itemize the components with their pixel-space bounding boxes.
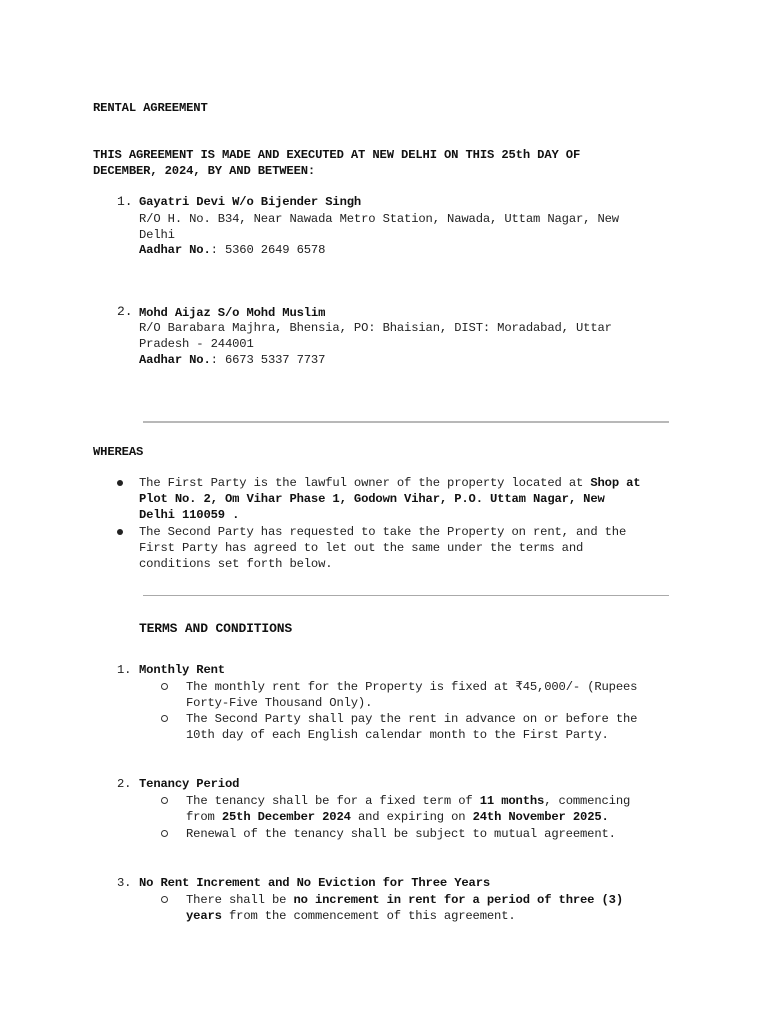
term-3-sub-1-line-1 bbox=[186, 892, 623, 908]
intro-line-1: THIS AGREEMENT IS MADE AND EXECUTED AT NEW DELHI ON THIS 25th DAY OF bbox=[93, 148, 581, 162]
years-bold: years bbox=[186, 909, 222, 923]
term-text: , commencing bbox=[544, 794, 631, 808]
intro-line-2: DECEMBER, 2024, BY AND BETWEEN: bbox=[93, 164, 316, 178]
whereas-bullet-2-line-1: The Second Party has requested to take the Property on rent, and the bbox=[139, 525, 627, 539]
aadhar-label: Aadhar No. bbox=[139, 353, 211, 367]
term-1-sub-1-line-2: Forty-Five Thousand Only). bbox=[186, 696, 373, 710]
term-title: No Rent Increment and No Eviction for Three Years bbox=[139, 876, 491, 890]
circle-bullet-icon bbox=[161, 683, 168, 690]
party-aadhar bbox=[139, 242, 325, 258]
party-aadhar bbox=[139, 352, 325, 368]
bullet-icon bbox=[117, 480, 123, 486]
party-number: 1. bbox=[117, 194, 133, 209]
bullet-icon bbox=[117, 529, 123, 535]
start-date-bold: 25th December 2024 bbox=[221, 810, 351, 824]
term-title: Tenancy Period bbox=[139, 777, 240, 791]
whereas-bullet-2-line-3: conditions set forth below. bbox=[139, 557, 333, 571]
whereas-bullet-2-line-2: First Party has agreed to let out the same under the terms and bbox=[139, 541, 584, 555]
term-text: The tenancy shall be for a fixed term of bbox=[186, 794, 480, 808]
property-location-bold: Shop at bbox=[590, 476, 641, 490]
party-name: Mohd Aijaz S/o Mohd Muslim bbox=[139, 306, 326, 320]
party-number: 2. bbox=[117, 304, 133, 319]
term-title: Monthly Rent bbox=[139, 663, 225, 677]
term-1-sub-1-line-1: The monthly rent for the Property is fixed at ₹45,000/- (Rupees bbox=[186, 680, 638, 694]
aadhar-label: Aadhar No. bbox=[139, 243, 211, 257]
whereas-text: The First Party is the lawful owner of the property located at bbox=[139, 476, 591, 490]
party-address-line-1: R/O Barabara Majhra, Bhensia, PO: Bhaisian, DIST: Moradabad, Uttar bbox=[139, 321, 612, 335]
term-1-sub-2-line-1: The Second Party shall pay the rent in advance on or before the bbox=[186, 712, 638, 726]
no-increment-bold: no increment in rent for a period of three (3) bbox=[293, 893, 623, 907]
end-date-bold: 24th November 2025 bbox=[472, 810, 602, 824]
term-3-sub-1-line-2 bbox=[186, 908, 516, 924]
term-text: There shall be bbox=[186, 893, 294, 907]
term-text: from the commencement of this agreement. bbox=[221, 909, 516, 923]
term-text: and expiring on bbox=[350, 810, 473, 824]
section-divider bbox=[143, 421, 669, 423]
whereas-heading: WHEREAS bbox=[93, 445, 144, 459]
terms-heading: TERMS AND CONDITIONS bbox=[139, 621, 293, 636]
whereas-bullet-1-line-2: Plot No. 2, Om Vihar Phase 1, Godown Vihar, P.O. Uttam Nagar, New bbox=[139, 492, 605, 506]
aadhar-value: : 6673 5337 7737 bbox=[210, 353, 326, 367]
whereas-bullet-1-line-3: Delhi 110059 . bbox=[139, 508, 240, 522]
term-number: 3. bbox=[117, 876, 132, 890]
term-1-sub-2-line-2: 10th day of each English calendar month to the First Party. bbox=[186, 728, 609, 742]
term-2-sub-1-line-1 bbox=[186, 793, 630, 809]
term-2-sub-2-line-1: Renewal of the tenancy shall be subject to mutual agreement. bbox=[186, 827, 616, 841]
party-name: Gayatri Devi W/o Bijender Singh bbox=[139, 195, 362, 209]
party-address-line-1: R/O H. No. B34, Near Nawada Metro Station, Nawada, Uttam Nagar, New bbox=[139, 212, 619, 226]
circle-bullet-icon bbox=[161, 797, 168, 804]
term-duration-bold: 11 months bbox=[479, 794, 545, 808]
document-title: RENTAL AGREEMENT bbox=[93, 101, 208, 115]
term-2-sub-1-line-2 bbox=[186, 809, 609, 825]
aadhar-value: : 5360 2649 6578 bbox=[210, 243, 326, 257]
whereas-bullet-1-line-1 bbox=[139, 475, 640, 491]
term-number: 2. bbox=[117, 777, 132, 791]
section-divider bbox=[143, 595, 669, 596]
circle-bullet-icon bbox=[161, 830, 168, 837]
party-address-line-2: Delhi bbox=[139, 228, 175, 242]
term-number: 1. bbox=[117, 663, 132, 677]
circle-bullet-icon bbox=[161, 715, 168, 722]
term-text: . bbox=[601, 810, 609, 824]
circle-bullet-icon bbox=[161, 896, 168, 903]
term-text: from bbox=[186, 810, 222, 824]
party-address-line-2: Pradesh - 244001 bbox=[139, 337, 254, 351]
